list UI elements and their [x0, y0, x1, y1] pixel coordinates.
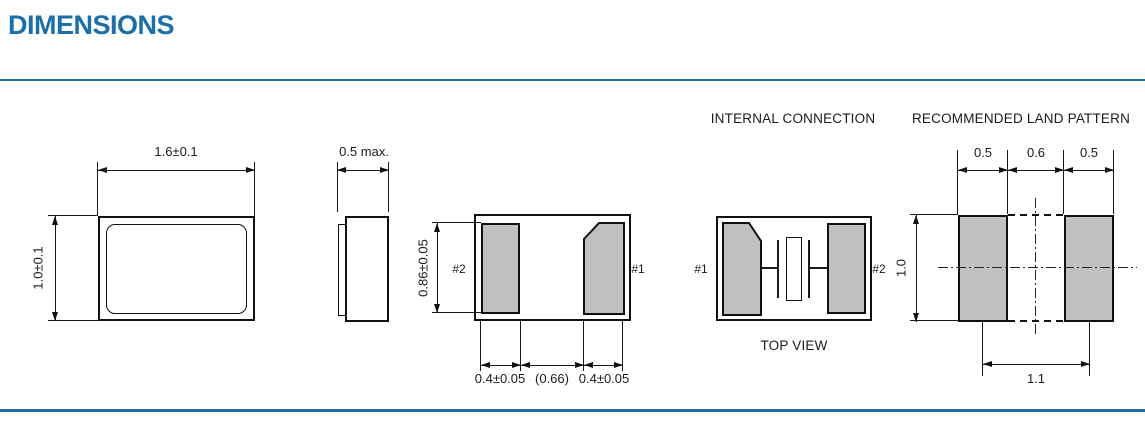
pad-2	[827, 223, 866, 314]
land-height-label: 1.0	[893, 258, 909, 278]
land-pitch-label: 1.1	[1026, 371, 1046, 386]
arrowhead-up	[913, 215, 919, 224]
arrowhead-right	[999, 167, 1008, 173]
left-land-width-label: 0.5	[973, 145, 993, 160]
land-pad-right	[1064, 215, 1114, 322]
arrowhead-left	[521, 362, 530, 368]
extension-line	[957, 150, 958, 214]
extension-line	[982, 322, 983, 376]
pad-1-label: #1	[631, 262, 645, 276]
extension-line	[1063, 150, 1064, 214]
pad-1	[722, 222, 763, 316]
right-pad-width-label: 0.4±0.05	[578, 371, 630, 386]
dimension-line	[55, 216, 56, 321]
pad-2-label: #2	[872, 262, 886, 276]
pad-1-label: #1	[694, 262, 708, 276]
arrowhead-down	[913, 313, 919, 322]
arrowhead-down	[434, 304, 440, 313]
internal-connection-title: INTERNAL CONNECTION	[710, 111, 876, 126]
dimension-line	[437, 223, 438, 313]
extension-line	[1007, 150, 1008, 214]
land-pad-left	[958, 215, 1008, 322]
arrowhead-right	[246, 167, 255, 173]
arrowhead-left	[1064, 167, 1073, 173]
pad-gap-label: (0.66)	[535, 371, 569, 386]
right-land-width-label: 0.5	[1079, 145, 1099, 160]
arrowhead-up	[434, 223, 440, 232]
arrowhead-up	[52, 216, 58, 225]
package-lid-outline	[106, 224, 247, 314]
arrowhead-left	[337, 167, 346, 173]
crystal-lead-wire	[761, 267, 778, 269]
arrowhead-right	[1055, 167, 1064, 173]
arrowhead-down	[52, 312, 58, 321]
arrowhead-left	[983, 361, 992, 367]
page-title: DIMENSIONS	[8, 10, 175, 40]
arrowhead-right	[1105, 167, 1114, 173]
left-pad-width-label: 0.4±0.05	[474, 371, 526, 386]
crystal-element	[786, 237, 802, 301]
crystal-lead-wire	[810, 267, 827, 269]
land-gap-label: 0.6	[1026, 145, 1046, 160]
horizontal-centerline	[938, 267, 1137, 268]
dimension-line	[916, 215, 917, 322]
arrowhead-right	[575, 362, 584, 368]
pad-height-dimension-label: 0.86±0.05	[415, 239, 431, 297]
pad-2	[481, 223, 520, 314]
height-dimension-label: 1.0±0.1	[30, 246, 46, 290]
land-pattern-title: RECOMMENDED LAND PATTERN	[911, 111, 1131, 126]
crystal-plate	[808, 240, 810, 298]
extension-line	[1089, 322, 1090, 376]
arrowhead-right	[1081, 361, 1090, 367]
package-side-outline	[345, 216, 389, 322]
dimension-line	[98, 170, 255, 171]
arrowhead-right	[380, 167, 389, 173]
pad-1-shape	[584, 223, 624, 314]
dimension-line	[983, 364, 1090, 365]
arrowhead-left	[1008, 167, 1017, 173]
arrowhead-left	[958, 167, 967, 173]
arrowhead-right	[512, 362, 521, 368]
footer-divider-line	[0, 409, 1145, 412]
thickness-dimension-label: 0.5 max.	[339, 144, 389, 159]
arrowhead-left	[584, 362, 593, 368]
header-divider-line	[0, 79, 1145, 81]
top-view-caption: TOP VIEW	[760, 338, 828, 353]
dimension-line	[481, 365, 623, 366]
crystal-plate	[777, 240, 779, 298]
arrowhead-left	[481, 362, 490, 368]
pad-1	[583, 222, 625, 315]
dimension-line	[958, 170, 1114, 171]
width-dimension-label: 1.6±0.1	[154, 144, 198, 159]
arrowhead-left	[98, 167, 107, 173]
arrowhead-right	[614, 362, 623, 368]
pad-1-shape	[723, 223, 761, 315]
extension-line	[1113, 150, 1114, 214]
pad-2-label: #2	[452, 262, 466, 276]
